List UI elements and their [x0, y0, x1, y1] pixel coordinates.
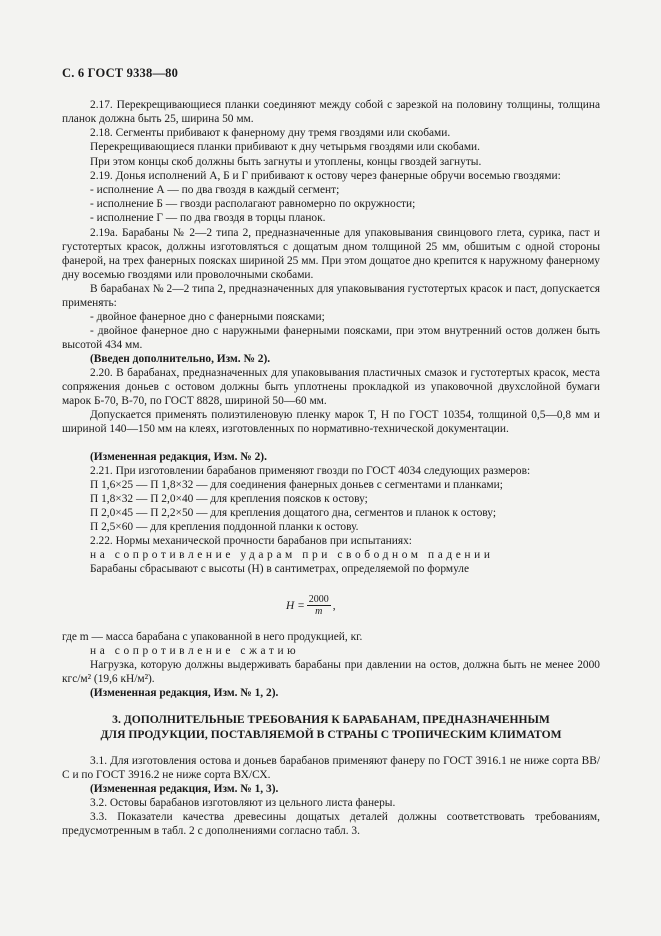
paragraph: При этом концы скоб должны быть загнуты и утоплены, концы гвоздей загнуты.	[90, 156, 482, 168]
list-item: П 1,8×32 — П 2,0×40 — для крепления поясков к остову;	[90, 493, 368, 505]
formula	[286, 594, 336, 617]
paragraph-2-19a: 2.19а. Барабаны № 2—2 типа 2, предназначенные для упаковывания свинцового глета, сурика, паст и густотертых красок, должны изготовляться с дощатым дном толщиной 25 мм, обшитым с одной стороны фанерой, на трех фанерных поясках шириной 25 мм. При этом дощатое дно крепится к наружному фанерному дну восемью гвоздями или проволочными скобами.	[62, 227, 600, 281]
page-header: С. 6 ГОСТ 9338—80	[62, 66, 179, 80]
paragraph: Нагрузка, которую должны выдерживать барабаны при давлении на остов, должна быть не менее 2000 кгс/м² (19,6 кН/м²).	[62, 659, 600, 685]
list-item: П 2,0×45 — П 2,2×50 — для крепления дощатого дна, сегментов и планок к остову;	[90, 507, 496, 519]
amendment-note: (Измененная редакция, Изм. № 1, 2).	[90, 687, 279, 699]
amendment-note: (Введен дополнительно, Изм. № 2).	[90, 353, 271, 365]
list-item: - исполнение Б — гвозди располагают равномерно по окружности;	[90, 198, 416, 210]
paragraph-2-19: 2.19. Донья исполнений А, Б и Г прибивают к остову через фанерные обручи восемью гвоздями:	[90, 170, 561, 182]
spaced-heading: на сопротивление сжатию	[90, 645, 300, 657]
paragraph-3-3: 3.3. Показатели качества древесины дощатых деталей должны соответствовать требованиям, предусмотренным в табл. 2 с дополнениями согласно табл. 3.	[62, 811, 600, 837]
section-title-line-1: 3. ДОПОЛНИТЕЛЬНЫЕ ТРЕБОВАНИЯ К БАРАБАНАМ, ПРЕДНАЗНАЧЕННЫМ	[112, 713, 550, 726]
formula-fraction	[307, 594, 331, 617]
formula-numerator: 2000	[308, 594, 329, 605]
list-item: - исполнение Г — по два гвоздя в торцы планок.	[90, 212, 326, 224]
paragraph: Допускается применять полиэтиленовую пленку марок Т, Н по ГОСТ 10354, толщиной 0,5—0,8 мм и шириной 140—150 мм на клеях, изготовленных по нормативно-технической документации.	[62, 409, 600, 435]
formula-lhs: H =	[286, 599, 305, 612]
paragraph-3-1: 3.1. Для изготовления остова и доньев барабанов применяют фанеру по ГОСТ 3916.1 не ниже сорта ВВ/С и по ГОСТ 3916.2 не ниже сорта ВХ/СХ.	[62, 755, 600, 781]
paragraph: Барабаны сбрасывают с высоты (H) в сантиметрах, определяемой по формуле	[90, 563, 470, 575]
list-item: П 2,5×60 — для крепления поддонной планки к остову.	[90, 521, 359, 533]
paragraph: Перекрещивающиеся планки прибивают к дну четырьмя гвоздями или скобами.	[90, 141, 480, 153]
list-item: - исполнение А — по два гвоздя в каждый сегмент;	[90, 184, 340, 196]
paragraph-2-21: 2.21. При изготовлении барабанов применяют гвозди по ГОСТ 4034 следующих размеров:	[90, 465, 531, 477]
paragraph-2-18: 2.18. Сегменты прибивают к фанерному дну тремя гвоздями или скобами.	[90, 127, 451, 139]
list-item: - двойное фанерное дно с фанерными поясками;	[90, 311, 325, 323]
paragraph-2-17: 2.17. Перекрещивающиеся планки соединяют между собой с зарезкой на половину толщины, толщина планок должна быть 25, ширина 50 мм.	[62, 99, 600, 125]
formula-tail: ,	[332, 599, 336, 612]
section-title-line-2: ДЛЯ ПРОДУКЦИИ, ПОСТАВЛЯЕМОЙ В СТРАНЫ С ТРОПИЧЕСКИМ КЛИМАТОМ	[100, 728, 562, 741]
paragraph: В барабанах № 2—2 типа 2, предназначенных для упаковывания густотертых красок и паст, допускается применять:	[62, 283, 600, 309]
paragraph: где m — масса барабана с упакованной в него продукцией, кг.	[62, 631, 363, 643]
paragraph-2-20: 2.20. В барабанах, предназначенных для упаковывания пластичных смазок и густотертых красок, места сопряжения доньев с остовом должны быть уплотнены прокладкой из упаковочной двухслойной бумаги марок Б-70, В-70, по ГОСТ 8828, шириной 50—60 мм.	[62, 367, 600, 407]
paragraph-2-22: 2.22. Нормы механической прочности барабанов при испытаниях:	[90, 535, 412, 547]
amendment-note: (Измененная редакция, Изм. № 1, 3).	[90, 783, 279, 795]
formula-denominator: m	[315, 606, 323, 617]
amendment-note: (Измененная редакция, Изм. № 2).	[90, 451, 267, 463]
list-item: - двойное фанерное дно с наружными фанерными поясками, при этом внутренний остов должен быть высотой 434 мм.	[62, 325, 600, 351]
list-item: П 1,6×25 — П 1,8×32 — для соединения фанерных доньев с сегментами и планками;	[90, 479, 503, 491]
paragraph-3-2: 3.2. Остовы барабанов изготовляют из цельного листа фанеры.	[90, 797, 396, 809]
spaced-heading: на сопротивление ударам при свободном падении	[90, 549, 494, 561]
